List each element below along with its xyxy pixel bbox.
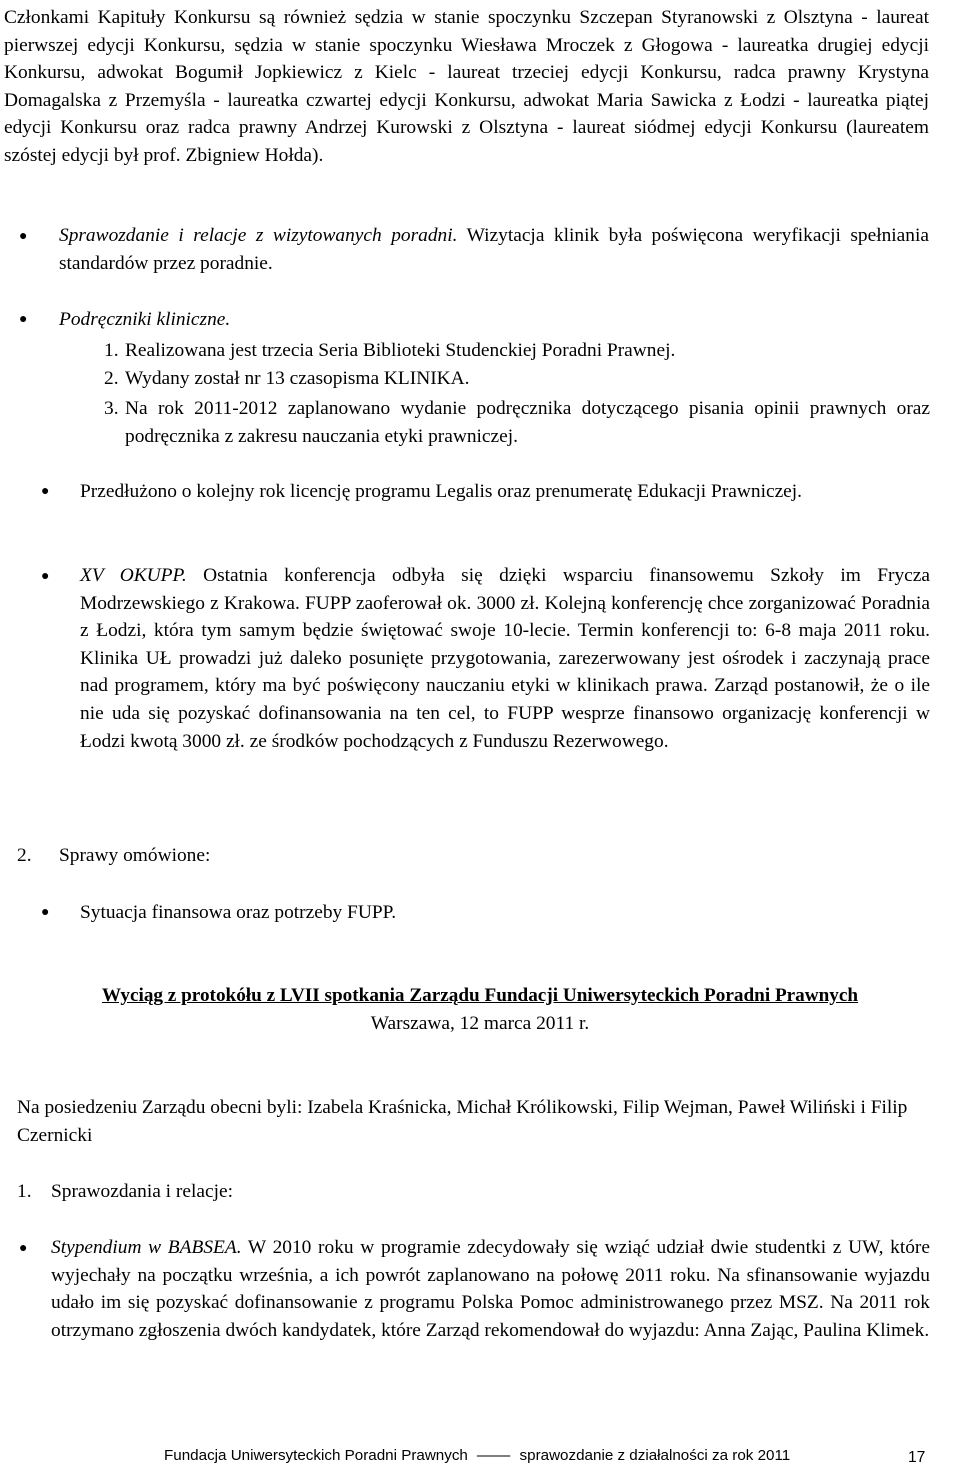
bullet-icon: ● [41, 569, 50, 584]
section2-item [80, 899, 900, 927]
babsea-body: W 2010 roku w programie zdecydowały się wziąć udział dwie studentki z UW, które wyjechały na początku września, a ich powrót zaplanowano na połowę 2011 roku. Na sfinansowanie wyjazdu udało im się pozyskać dofinansowanie z programu Polska Pomoc administrowanego przez MSZ. Na 2011 rok otrzymano zgłoszenia dwóch kandydatek, które Zarząd rekomendował do wyjazdu: Anna Zając, Paulina Klimek. [51, 1237, 930, 1341]
protocol-date-wrap [0, 1010, 960, 1038]
babsea-item [51, 1234, 930, 1344]
protocol-date: Warszawa, 12 marca 2011 r. [370, 1013, 590, 1034]
section-number: 1. [17, 1181, 32, 1202]
reports-item [59, 222, 929, 277]
list-number: 2. [104, 368, 119, 389]
list-item-text: Na rok 2011-2012 zaplanowano wydanie podręcznika dotyczącego pisania opinii prawnych oraz podręcznika z zakresu nauczania etyki prawniczej. [125, 398, 930, 447]
protocol-section-title: Sprawozdania i relacje: [51, 1181, 233, 1202]
babsea-title: Stypendium w BABSEA. [51, 1237, 242, 1258]
section2-title: Sprawy omówione: [59, 845, 211, 866]
okupp-item [80, 562, 930, 755]
legalis-item [80, 478, 900, 506]
protocol-heading: Wyciąg z protokółu z LVII spotkania Zarządu Fundacji Uniwersyteckich Poradni Prawnych [101, 985, 859, 1006]
footer-dash: — [477, 1447, 511, 1464]
attendance-paragraph [17, 1094, 929, 1149]
section-number: 2. [17, 845, 32, 866]
legalis-text: Przedłużono o kolejny rok licencję programu Legalis oraz prenumeratę Edukacji Prawniczej. [80, 481, 803, 502]
footer-report: sprawozdanie z działalności za rok 2011 [519, 1447, 791, 1464]
list-item-text: Realizowana jest trzecia Seria Biblioteki Studenckiej Poradni Prawnej. [125, 340, 676, 361]
section2-item-text: Sytuacja finansowa oraz potrzeby FUPP. [80, 902, 397, 923]
list-item [125, 395, 930, 450]
list-number: 3. [104, 398, 119, 419]
okupp-body: Ostatnia konferencja odbyła się dzięki wsparciu finansowemu Szkoły im Frycza Modrzewskiego z Krakowa. FUPP zaoferował ok. 3000 zł. Kolejną konferencję chce zorganizować Poradnia z Łodzi, która tym samym będzie świętować swoje 10-lecie. Termin konferencji to: 6-8 maja 2011 roku. Klinika UŁ prowadzi już daleko posunięte przygotowania, zarezerwowany jest ośrodek i zaczynają prace nad programem, który ma być poświęcony nauczaniu etyki w klinikach prawa. Zarząd postanowił, że o ile nie uda się pozyskać dofinansowania na ten cel, to FUPP wesprze finansowo organizację konferencji w Łodzi kwotą 3000 zł. ze środków pochodzących z Funduszu Rezerwowego. [80, 565, 931, 752]
footer-org: Fundacja Uniwersyteckich Poradni Prawnych [164, 1447, 468, 1464]
reports-body: Wizytacja klinik była poświęcona weryfikacji spełniania standardów przez poradnie. [59, 225, 929, 274]
bullet-icon: ● [41, 905, 50, 920]
bullet-icon: ● [19, 1241, 28, 1256]
list-item [125, 365, 930, 393]
intro-text: Członkami Kapituły Konkursu są również sędzia w stanie spoczynku Szczepan Styranowski z Olsztyna - laureat pierwszej edycji Konkursu, sędzia w stanie spoczynku Wiesława Mroczek z Głogowa - laureatka drugiej edycji Konkursu, adwokat Bogumił Jopkiewicz z Kielc - laureat trzeciej edycji Konkursu, radca prawny Krystyna Domagalska z Przemyśla - laureatka czwartej edycji Konkursu, adwokat Maria Sawicka z Łodzi - laureatka piątej edycji Konkursu oraz radca prawny Andrzej Kurowski z Olsztyna - laureat siódmej edycji Konkursu (laureatem szóstej edycji był prof. Zbigniew Hołda). [4, 7, 929, 166]
intro-paragraph [4, 4, 929, 170]
protocol-section-title-wrap [51, 1178, 651, 1206]
reports-title: Sprawozdanie i relacje z wizytowanych poradni. [59, 225, 458, 246]
handbooks-title: Podręczniki kliniczne. [59, 309, 231, 330]
attendance-text: Na posiedzeniu Zarządu obecni byli: Izabela Kraśnicka, Michał Królikowski, Filip Wejman, Paweł Wiliński i Filip Czernicki [17, 1097, 908, 1146]
list-number: 1. [104, 340, 119, 361]
bullet-icon: ● [19, 229, 28, 244]
page-footer [164, 1446, 790, 1466]
bullet-icon: ● [41, 484, 50, 499]
bullet-icon: ● [19, 312, 28, 327]
protocol-heading-wrap [0, 982, 960, 1010]
list-item-text: Wydany został nr 13 czasopisma KLINIKA. [125, 368, 470, 389]
list-item [125, 337, 930, 365]
section2-title-wrap [59, 842, 659, 870]
page-number: 17 [908, 1449, 926, 1466]
handbooks-title-wrap [59, 306, 929, 334]
okupp-title: XV OKUPP. [80, 565, 187, 586]
